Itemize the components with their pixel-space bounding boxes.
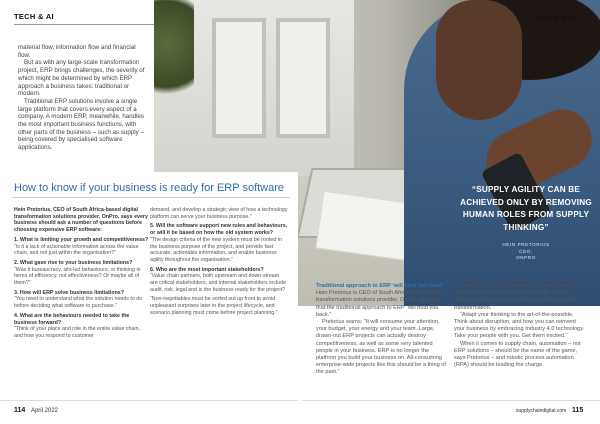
- footer-left: [14, 407, 58, 414]
- intro-paragraph: material flow, information flow and financial flow.: [18, 44, 136, 59]
- answer: “Think of your place and role in the entire value chain, and how you respond to customer: [14, 326, 141, 339]
- attribution-title: CEO,: [519, 248, 533, 254]
- body-paragraph: Hein Pretorius is CEO of South Africa-based digital transformation solutions provider, OnPro. He says that the traditional approach to ERP “will hold you back.”: [316, 290, 442, 318]
- attribution-company: ONPRO: [516, 255, 536, 260]
- question: 6. Who are the most important stakeholders?: [150, 266, 264, 273]
- answer: “Value chain partners, both upstream and down-stream are critical stakeholders, and internal stakeholders include audit, risk, legal and is the business ready for the project?: [150, 273, 287, 293]
- section-tag-left: TECH & AI: [14, 12, 54, 21]
- box-column-2: [150, 207, 288, 320]
- question: 1. What is limiting your growth and competitiveness?: [14, 236, 149, 243]
- right-column-2: [454, 283, 588, 369]
- page-number-right: 115: [571, 407, 584, 414]
- photo-window: [276, 18, 330, 138]
- answer: “Was it bureaucracy, silo-led behaviours, or thinking in terms of efficiency, not effectiveness? Or maybe all of them?”: [14, 266, 141, 287]
- quote-attribution: [480, 242, 572, 262]
- body-paragraph: Pretorius warns: “It will consume your attention, your budget, your energy and your team. Large, drawn-out ERP projects can actually destroy competitiveness, as well as some very talented people in your business. ERP is no longer the platform you build your business on. All-consuming enterprise-wide projects like this should be a thing of the past.”: [316, 319, 446, 376]
- answer: “The design criteria of the new system must be rooted in the business purpose of the project, and provide fast accurate, actionable information, and enable business agility throughout the organisation.”: [150, 236, 282, 263]
- answer: “Non-negotiables must be sorted out up front to avoid unpleasant surprises later in the project lifecycle, and scenario planning must come before project planning.”: [150, 296, 278, 316]
- footer-rule-left: [0, 400, 298, 401]
- tag-rule-left: [14, 24, 154, 25]
- issue-date: April 2022: [30, 408, 58, 414]
- question: 5. Will the software support new rules and behaviours, or will it be based on how the old system works?: [150, 223, 288, 237]
- footer-right: [516, 407, 583, 414]
- question: 4. What are the behaviours needed to take the business forward?: [14, 312, 130, 326]
- answer: “You need to understand what the solution needs to do before deciding what software to purchase.”: [14, 296, 143, 310]
- intro-text: [18, 44, 146, 152]
- answer: demand, and develop a strategic view of how a technology platform can serve your business purpose.”: [150, 207, 288, 220]
- answer: “Is it a lack of actionable information across the value chain, and not just within the organisation?”: [14, 243, 139, 257]
- photo-window: [212, 18, 266, 138]
- intro-paragraph: Traditional ERP solutions involve a single large platform that covers every aspect of a company. A modern ERP, meanwhile, handles the most important business functions, with other parts of the business – such as supply – being covered by specialised software applications.: [18, 97, 144, 152]
- attribution-name: HEIN PRETORIUS: [502, 242, 550, 247]
- question: 3. How will ERP solve business limitations?: [14, 289, 124, 296]
- box-lead: Hein Pretorius, CEO of South Africa-based digital transformation solutions provider, OnPro, says every business should ask a number of questions before choosing expensive ERP software:: [14, 207, 148, 234]
- footer-rule-right: [302, 400, 600, 401]
- body-paragraph: Instead, he urges businesses to invest their time, energy, budget and – most importantly – their strategic thinking into how to best embrace digital transformation.: [454, 283, 582, 311]
- pull-quote: “SUPPLY AGILITY CAN BE ACHIEVED ONLY BY REMOVING HUMAN ROLES FROM SUPPLY THINKING”: [460, 185, 592, 232]
- question: 2. What gave rise to your business limitations?: [14, 259, 133, 266]
- body-paragraph: When it comes to supply chain, automation – not ERP solutions – should be the name of the game, says Pretorius – and robotic process automation (RPA) should be leading the charge.: [454, 340, 581, 369]
- box-column-1: [14, 207, 149, 343]
- right-subheading: Traditional approach to ERP ‘will hold you back’: [316, 283, 444, 289]
- section-tag-right: TECH & AI: [537, 14, 577, 23]
- intro-paragraph: But as with any large-scale transformation project, ERP brings challenges, the severity of which might be determined by which ERP approach a business takes: traditional or modern.: [18, 59, 145, 98]
- photo-person-face: [436, 0, 522, 120]
- right-column-1: [316, 283, 446, 377]
- box-heading: How to know if your business is ready for ERP software: [14, 182, 285, 194]
- box-heading-rule: [12, 197, 290, 198]
- body-paragraph: “Adapt your thinking to the art-of-the-possible. Think about disruption, and how you can reinvent your business by embracing Industry 4.0 technology. Take your people with you. Get them excited.”: [454, 311, 585, 340]
- site-name: supplychaindigital.com: [516, 408, 567, 414]
- photo-plant: [154, 0, 194, 110]
- page-number-left: 114: [14, 407, 26, 414]
